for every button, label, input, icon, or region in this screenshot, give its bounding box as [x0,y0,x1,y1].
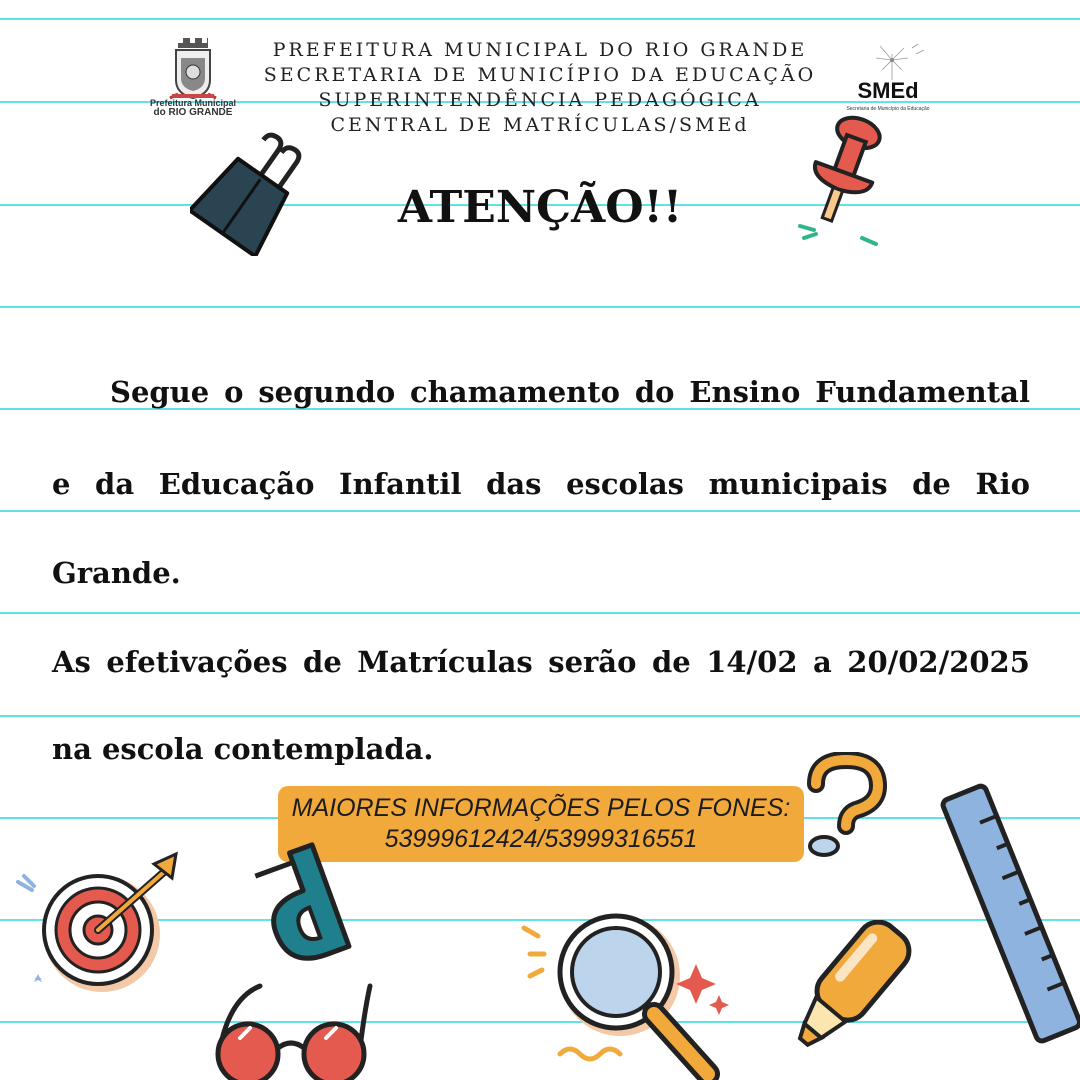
body-word: chamamento [410,375,620,409]
body-word: da [95,467,135,501]
body-word: As [52,645,91,679]
body-word: de [303,645,342,679]
highlighter-icon [780,920,920,1050]
body-word: Segue [110,375,210,409]
magnifying-glass-icon [520,904,740,1080]
body-word: serão [548,645,637,679]
body-word: do [634,375,675,409]
body-word: 20/02/2025 [847,645,1030,679]
body-word: 14/02 [706,645,798,679]
ruled-line [0,510,1080,512]
ruled-line [0,306,1080,308]
smed-logo-text: SMEd [857,78,919,103]
contact-info-heading: MAIORES INFORMAÇÕES PELOS FONES: [291,794,791,822]
body-line-4 [52,645,1030,679]
body-word: a [813,645,832,679]
header-line-3: SUPERINTENDÊNCIA PEDAGÓGICA [318,89,762,111]
body-line-3: Grande. [52,556,181,590]
header-line-1: PREFEITURA MUNICIPAL DO RIO GRANDE [272,39,808,61]
body-word: escolas [566,467,684,501]
body-line-2 [52,467,1030,501]
body-word: Matrículas [357,645,533,679]
contact-phone-numbers: 53999612424/53999316551 [384,825,698,853]
header-line-4: CENTRAL DE MATRÍCULAS/SMEd [330,114,750,136]
crest-caption-line2: do RIO GRANDE [153,107,233,118]
body-word: efetivações [106,645,288,679]
body-word: de [912,467,951,501]
body-word: Educação [158,467,315,501]
body-word: Rio [975,467,1030,501]
body-word: das [486,467,542,501]
ruled-line [0,715,1080,717]
body-word: o [224,375,244,409]
body-line-5: na escola contemplada. [52,732,434,766]
page-title: ATENÇÃO!! [397,182,683,233]
ruled-line [0,18,1080,20]
protractor-icon [248,838,378,968]
institution-header [230,38,850,138]
crest-caption-line1: Prefeitura Municipal [149,98,237,108]
glasses-icon [200,978,380,1080]
body-word: Fundamental [815,375,1030,409]
ruled-line [0,612,1080,614]
body-word: Ensino [689,375,801,409]
body-word: segundo [258,375,396,409]
ruler-icon [940,778,1080,1048]
body-word: e [52,467,71,501]
header-line-2: SECRETARIA DE MUNICÍPIO DA EDUCAÇÃO [263,64,817,86]
question-mark-icon [796,752,896,862]
body-line-1 [52,375,1030,409]
push-pin-icon [792,108,892,248]
binder-clip-icon [190,132,310,256]
smed-logo-subtitle: Secretaria de Município da Educação [846,106,930,112]
body-word: Infantil [339,467,462,501]
target-arrow-icon [14,842,194,1002]
crest-caption [146,98,240,118]
body-word: de [651,645,691,679]
body-word: municipais [708,467,888,501]
